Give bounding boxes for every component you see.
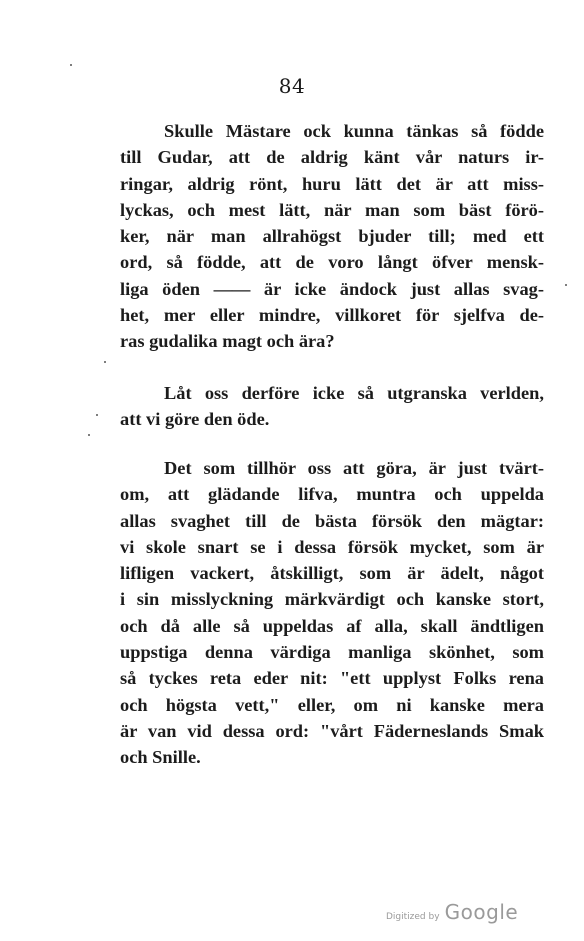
paragraph-2 — [120, 380, 544, 433]
text-line: vi skole snart se i dessa försök mycket, som är — [120, 536, 544, 557]
text-line: uppstiga denna värdiga manliga skönhet, som — [120, 642, 544, 663]
text-line: ras gudalika magt och ära? — [120, 331, 335, 352]
text-line: och Snille. — [120, 747, 201, 768]
paper-speck — [70, 64, 72, 66]
paper-speck — [565, 284, 567, 286]
text-line: är van vid dessa ord: "vårt Fäderneslands Smak — [120, 720, 544, 741]
paper-speck — [104, 361, 106, 363]
text-line: ker, när man allrahögst bjuder till; med ett — [120, 226, 544, 247]
text-line: liga öden —— är icke ändock just allas svag- — [120, 278, 544, 299]
paragraph-1 — [120, 118, 544, 355]
text-line: Det som tillhör oss att göra, är just tvärt- — [164, 458, 544, 478]
text-line: Låt oss derföre icke så utgranska verlden, — [164, 383, 544, 403]
text-line: allas svaghet till de bästa försök den mägtar: — [120, 510, 544, 531]
text-line: Skulle Mästare ock kunna tänkas så födde — [164, 121, 544, 141]
google-logo: Google — [444, 900, 519, 924]
text-line: till Gudar, att de aldrig känt vår naturs ir- — [120, 147, 544, 168]
text-line: att vi göre den öde. — [120, 409, 270, 430]
paragraph-3 — [120, 455, 544, 771]
digitization-watermark — [386, 900, 518, 924]
text-line: het, mer eller mindre, villkoret för sjelfva de- — [120, 305, 544, 326]
text-line: och högsta vett," eller, om ni kanske mera — [120, 694, 544, 715]
text-line: och då alle så uppeldas af alla, skall ändtligen — [120, 615, 544, 636]
text-line: om, att glädande lifva, muntra och uppelda — [120, 484, 544, 505]
text-line: ord, så födde, att de voro långt öfver mensk- — [120, 252, 544, 273]
watermark-prefix: Digitized by — [386, 912, 440, 922]
paper-speck — [96, 414, 98, 416]
text-line: i sin misslyckning märkvärdigt och kanske stort, — [120, 589, 544, 610]
text-line: ringar, aldrig rönt, huru lätt det är att miss- — [120, 173, 544, 194]
text-line: så tyckes reta eder nit: "ett upplyst Folks rena — [120, 668, 544, 689]
text-line: lyckas, och mest lätt, när man som bäst förö- — [120, 199, 544, 220]
paper-speck — [88, 434, 90, 436]
text-line: lifligen vackert, åtskilligt, som är ädelt, något — [120, 563, 544, 584]
page-number: 84 — [278, 74, 306, 98]
